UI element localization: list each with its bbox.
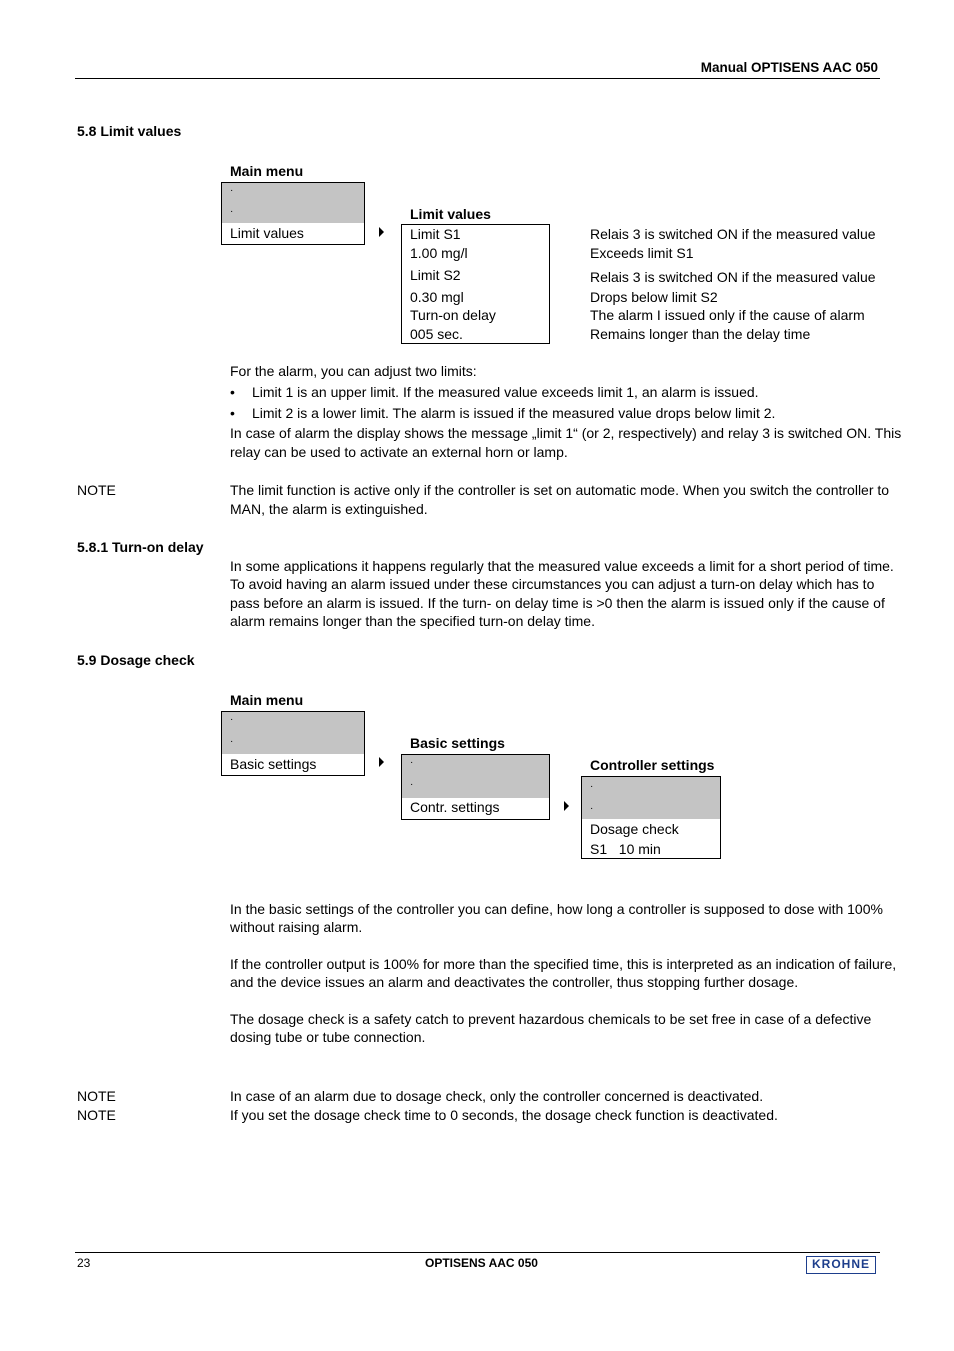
arrow-right-icon	[379, 757, 384, 767]
desc-line: Relais 3 is switched ON if the measured value	[590, 269, 876, 285]
paragraph-line: and the device issues an alarm and deactivates the controller, thus stopping further dosage.	[230, 974, 799, 990]
submenu-row[interactable]: Turn-on delay	[410, 307, 496, 323]
paragraph-line: In case of alarm the display shows the message „limit 1“ (or 2, respectively) and relay 3 is switched ON. This	[230, 425, 902, 441]
setting-value: S1 10 min	[590, 841, 661, 857]
menu-dot: ·	[230, 185, 234, 196]
note-text: If you set the dosage check time to 0 seconds, the dosage check function is deactivated.	[230, 1107, 778, 1123]
paragraph-line: alarm remains longer than the specified turn-on delay time.	[230, 613, 595, 629]
page-number: 23	[77, 1256, 91, 1270]
header-rule	[75, 78, 880, 79]
menu-dot: ·	[590, 803, 594, 814]
paragraph-line: In the basic settings of the controller you can define, how long a controller is supposed to dose with 100%	[230, 901, 883, 917]
main-menu-label: Main menu	[230, 692, 304, 708]
menu-item-basic-settings[interactable]	[222, 754, 364, 775]
section-heading-5-9: 5.9 Dosage check	[77, 652, 195, 668]
alarm-intro: For the alarm, you can adjust two limits:	[230, 363, 477, 379]
menu-dot: ·	[410, 779, 414, 790]
main-menu-box	[221, 182, 365, 245]
paragraph-line: relay can be used to activate an external horn or lamp.	[230, 444, 568, 460]
submenu-row[interactable]: 005 sec.	[410, 326, 463, 342]
submenu-row[interactable]: Limit S1	[410, 226, 461, 242]
note-text: MAN, the alarm is extinguished.	[230, 501, 428, 517]
arrow-right-icon	[379, 227, 384, 237]
paragraph-line: dosing tube or tube connection.	[230, 1029, 426, 1045]
section-heading-5-8-1: 5.8.1 Turn-on delay	[77, 539, 204, 555]
paragraph-line: To avoid having an alarm issued under these circumstances you can adjust a turn-on delay which has to	[230, 576, 875, 592]
note-text: In case of an alarm due to dosage check, only the controller concerned is deactivated.	[230, 1088, 764, 1104]
paragraph-line: without raising alarm.	[230, 919, 363, 935]
menu-dot: ·	[230, 714, 234, 725]
menu-item-limit-values[interactable]	[222, 223, 364, 244]
krohne-logo: KROHNE	[806, 1256, 876, 1274]
setting-label: Dosage check	[590, 821, 679, 837]
footer-rule	[75, 1252, 880, 1253]
note-label: NOTE	[77, 482, 116, 498]
desc-line: Exceeds limit S1	[590, 245, 694, 261]
limit-values-box	[401, 224, 550, 344]
basic-settings-title: Basic settings	[410, 735, 505, 751]
bullet-icon: •	[230, 405, 235, 421]
note-label: NOTE	[77, 1107, 116, 1123]
note-label: NOTE	[77, 1088, 116, 1104]
desc-line: The alarm I issued only if the cause of alarm	[590, 307, 865, 323]
main-menu-label: Main menu	[230, 163, 304, 179]
menu-dot: ·	[590, 781, 594, 792]
menu-dot: ·	[230, 736, 234, 747]
paragraph-line: The dosage check is a safety catch to prevent hazardous chemicals to be set free in case of a defective	[230, 1011, 872, 1027]
arrow-right-icon	[564, 801, 569, 811]
paragraph-line: pass before an alarm is issued. If the turn- on delay time is >0 then the alarm is issued only if the cause of	[230, 595, 885, 611]
paragraph-line: In some applications it happens regularly that the measured value exceeds a limit for a short period of time.	[230, 558, 894, 574]
dosage-check-setting[interactable]	[582, 819, 720, 858]
footer-title: OPTISENS AAC 050	[425, 1256, 538, 1270]
menu-item-label: Limit values	[230, 225, 304, 241]
submenu-title: Limit values	[410, 206, 491, 222]
main-menu-box	[221, 711, 365, 776]
menu-item-contr-settings[interactable]	[402, 798, 549, 819]
note-text: The limit function is active only if the controller is set on automatic mode. When you switch the controller to	[230, 482, 890, 498]
submenu-row[interactable]: 1.00 mg/l	[410, 245, 468, 261]
submenu-row[interactable]: Limit S2	[410, 267, 461, 283]
controller-settings-title: Controller settings	[590, 757, 715, 773]
menu-item-label: Basic settings	[230, 756, 317, 772]
paragraph-line: If the controller output is 100% for more than the specified time, this is interpreted as an indication of failure,	[230, 956, 897, 972]
bullet-text: Limit 1 is an upper limit. If the measured value exceeds limit 1, an alarm is issued.	[252, 384, 759, 400]
basic-settings-box	[401, 754, 550, 820]
menu-item-label: Contr. settings	[410, 799, 500, 815]
controller-settings-box	[581, 776, 721, 859]
bullet-icon: •	[230, 384, 235, 400]
bullet-text: Limit 2 is a lower limit. The alarm is issued if the measured value drops below limit 2.	[252, 405, 776, 421]
header-title: Manual OPTISENS AAC 050	[700, 60, 878, 75]
desc-line: Remains longer than the delay time	[590, 326, 811, 342]
submenu-row[interactable]: 0.30 mgl	[410, 289, 464, 305]
section-heading-5-8: 5.8 Limit values	[77, 123, 182, 139]
menu-dot: ·	[230, 206, 234, 217]
desc-line: Drops below limit S2	[590, 289, 718, 305]
desc-line: Relais 3 is switched ON if the measured value	[590, 226, 876, 242]
menu-dot: ·	[410, 757, 414, 768]
